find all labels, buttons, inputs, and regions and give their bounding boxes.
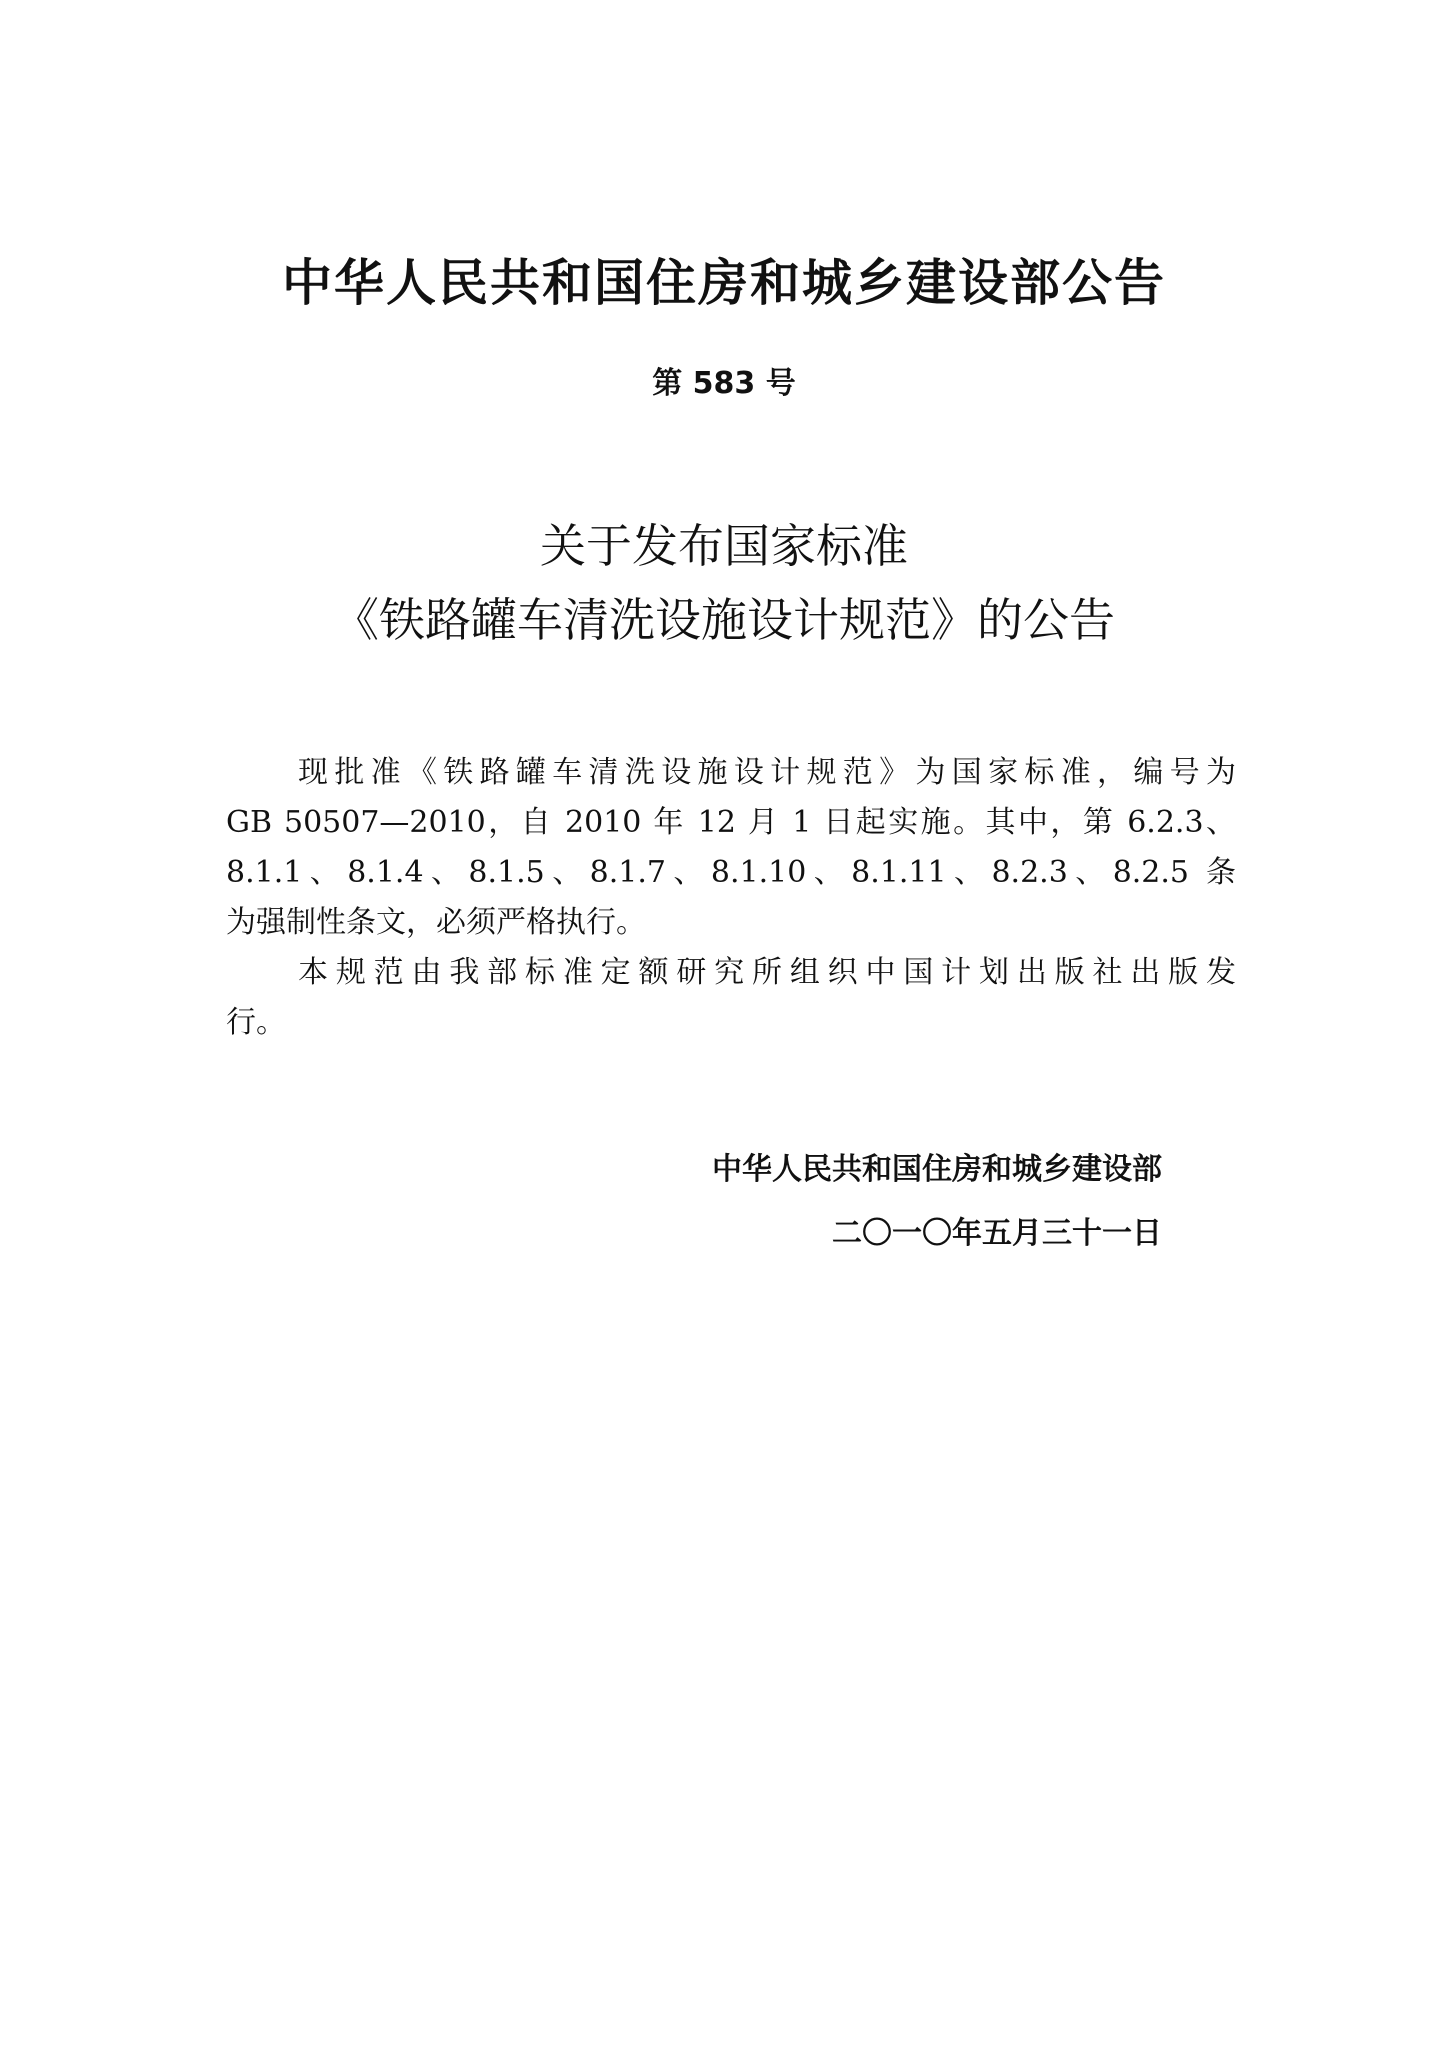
announcement-subject-line-2: 《铁路罐车清洗设施设计规范》的公告 bbox=[333, 593, 1115, 647]
announcement-body bbox=[226, 748, 1236, 1048]
paragraph-1-line-2: GB 50507—2010，自 2010 年 12 月 1 日起实施。其中，第 6.2.3、 bbox=[226, 805, 1236, 840]
paragraph-2-line-2: 行。 bbox=[226, 1005, 286, 1040]
paragraph-2 bbox=[226, 948, 1236, 1048]
paragraph-1-line-3: 8.1.1、8.1.4、8.1.5、8.1.7、8.1.10、8.1.11、8.2.3、8.2.5 条 bbox=[226, 855, 1236, 890]
signature-date: 二〇一〇年五月三十一日 bbox=[832, 1216, 1162, 1251]
paragraph-2-line-1: 本规范由我部标准定额研究所组织中国计划出版社出版发 bbox=[298, 955, 1236, 990]
announcement-number: 第 583 号 bbox=[652, 366, 796, 401]
announcement-title: 中华人民共和国住房和城乡建设部公告 bbox=[282, 254, 1166, 312]
paragraph-1-line-1: 现批准《铁路罐车清洗设施设计规范》为国家标准，编号为 bbox=[298, 755, 1236, 790]
paragraph-1-line-4: 为强制性条文，必须严格执行。 bbox=[226, 905, 646, 940]
signature-organization: 中华人民共和国住房和城乡建设部 bbox=[712, 1152, 1162, 1187]
announcement-subject-line-1: 关于发布国家标准 bbox=[540, 519, 908, 573]
paragraph-1 bbox=[226, 748, 1236, 948]
